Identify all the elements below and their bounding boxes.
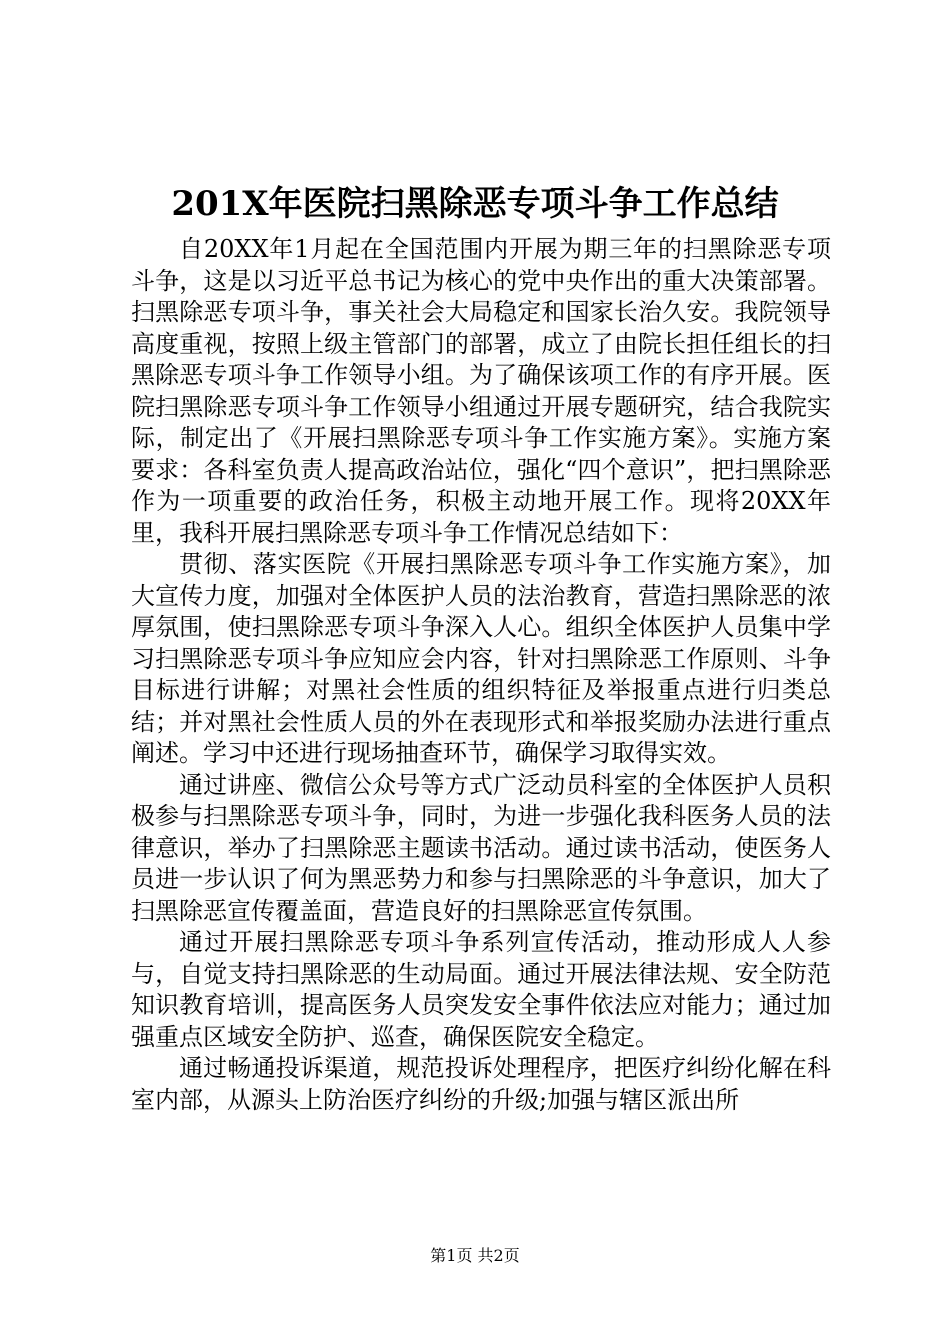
document-body <box>131 234 831 1116</box>
page-number-footer: 第1页 共2页 <box>430 1246 520 1265</box>
paragraph-2: 贯彻、落实医院《开展扫黑除恶专项斗争工作实施方案》，加大宣传力度，加强对全体医护人员的法治教育，营造扫黑除恶的浓厚氛围，使扫黑除恶专项斗争深入人心。组织全体医护人员集中学习扫黑除恶专项斗争应知应会内容，针对扫黑除恶工作原则、斗争目标进行讲解；对黑社会性质的组织特征及举报重点进行归类总结；并对黑社会性质人员的外在表现形式和举报奖励办法进行重点阐述。学习中还进行现场抽查环节，确保学习取得实效。 <box>131 550 831 767</box>
paragraph-1: 自20XX年1月起在全国范围内开展为期三年的扫黑除恶专项斗争，这是以习近平总书记为核心的党中央作出的重大决策部署。扫黑除恶专项斗争，事关社会大局稳定和国家长治久安。我院领导高度重视，按照上级主管部门的部署，成立了由院长担任组长的扫黑除恶专项斗争工作领导小组。为了确保该项工作的有序开展。医院扫黑除恶专项斗争工作领导小组通过开展专题研究，结合我院实际，制定出了《开展扫黑除恶专项斗争工作实施方案》。实施方案要求：各科室负责人提高政治站位，强化“四个意识”，把扫黑除恶作为一项重要的政治任务，积极主动地开展工作。现将20XX年里，我科开展扫黑除恶专项斗争工作情况总结如下： <box>131 235 831 547</box>
paragraph-3: 通过讲座、微信公众号等方式广泛动员科室的全体医护人员积极参与扫黑除恶专项斗争，同时，为进一步强化我科医务人员的法律意识，举办了扫黑除恶主题读书活动。通过读书活动，使医务人员进一步认识了何为黑恶势力和参与扫黑除恶的斗争意识，加大了扫黑除恶宣传覆盖面，营造良好的扫黑除恶宣传氛围。 <box>131 770 831 925</box>
paragraph-4: 通过开展扫黑除恶专项斗争系列宣传活动，推动形成人人参与，自觉支持扫黑除恶的生动局面。通过开展法律法规、安全防范知识教育培训，提高医务人员突发安全事件依法应对能力；通过加强重点区域安全防护、巡查，确保医院安全稳定。 <box>131 928 831 1051</box>
document-title: 201X年医院扫黑除恶专项斗争工作总结 <box>171 184 779 224</box>
paragraph-5: 通过畅通投诉渠道，规范投诉处理程序，把医疗纠纷化解在科室内部，从源头上防治医疗纠纷的升级;加强与辖区派出所 <box>131 1054 831 1114</box>
